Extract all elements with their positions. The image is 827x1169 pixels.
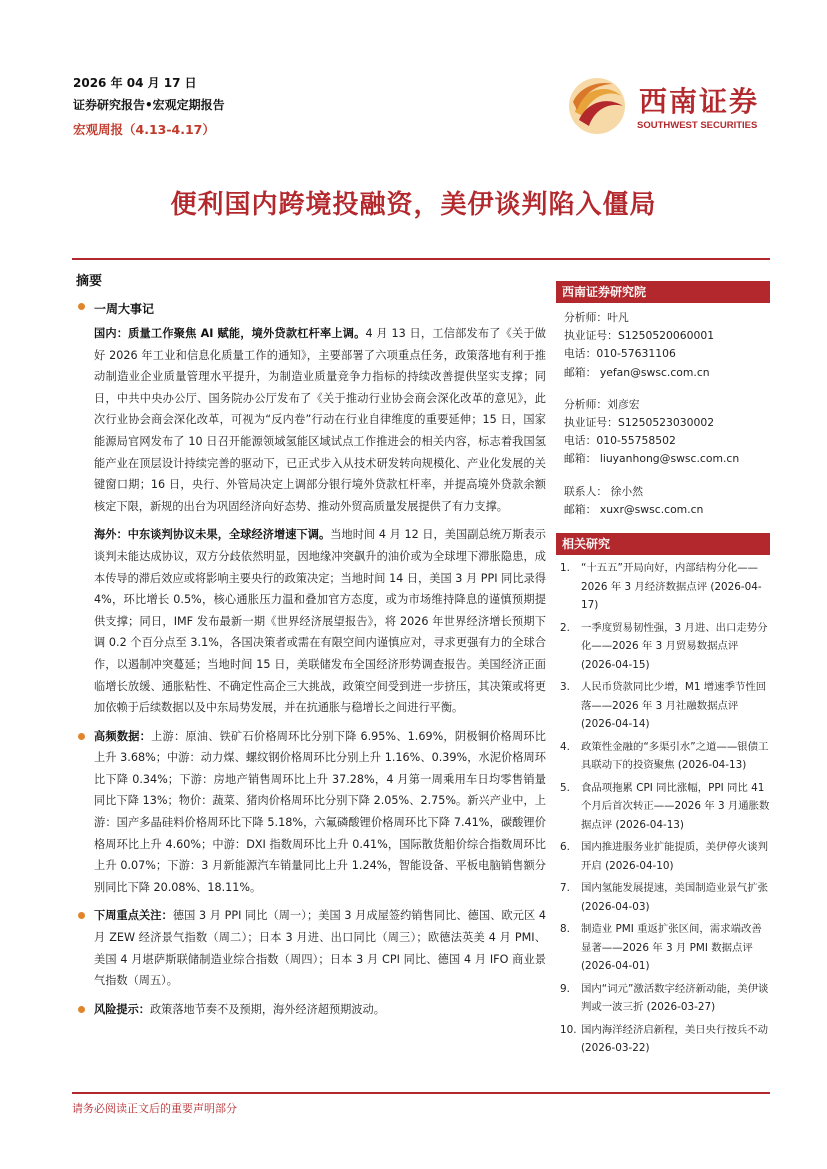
report-type: 证券研究报告•宏观定期报告: [73, 98, 225, 112]
related-item[interactable]: 7. 国内氢能发展提速，美国制造业景气扩张 (2026-04-03): [560, 882, 769, 913]
related-item[interactable]: 6. 国内推进服务业扩能提质，美伊停火谈判开启 (2026-04-10): [560, 841, 769, 872]
paragraph-next-week: [72, 905, 546, 991]
section-weekly-events: [72, 300, 546, 317]
bullet-icon: [78, 1006, 85, 1013]
overseas-lead: 海外：中东谈判协议未果，全球经济增速下调。: [94, 528, 331, 542]
disclaimer-note: 请务必阅读正文后的重要声明部分: [72, 1102, 237, 1115]
analyst-info: [556, 309, 770, 519]
domestic-body: 4 月 13 日，工信部发布了《关于做好 2026 年工业和信息化质量工作的通知》，主要部署了六项重点任务，政策落地有利于推动制造业企业质量管理水平提升，为制造业质量竞争力指标的持续改善提供坚实支撑；同日，中共中央办公厅、国务院办公厅发布了《关于推动行业协会商会深化改革的意见》，此次行业协会商会深化改革，可视为“反内卷”行动在行业自律维度的重要延伸；15 日，国家能源局官网发布了 10 日召开能源领域氢能区域试点工作推进会的相关内容，标志着我国氢能产业在顶层设计持续完善的驱动下，已正式步入从技术研发转向规模化、产业化发展的关键窗口期；16 日，央行、外管局决定上调部分银行境外贷款杠杆率，并提高境外贷款余额核定下限，新规的出台为巩固经济向好态势、推动外贸高质量发展提供了有力支撑。: [94, 327, 546, 513]
paragraph-overseas: [72, 524, 546, 718]
footer-divider: [72, 1092, 770, 1094]
logo-name-cn: 西南证券: [639, 85, 760, 118]
related-item[interactable]: 10. 国内海洋经济启新程，美日央行按兵不动 (2026-03-22): [560, 1023, 769, 1055]
related-item[interactable]: 9. 国内“词元”激活数字经济新动能，美伊谈判或一波三折 (2026-03-27): [560, 982, 769, 1014]
related-research-title: 相关研究: [556, 533, 770, 555]
report-date: 2026 年 04 月 17 日: [73, 76, 197, 90]
analyst-email: 邮箱： liuyanhong@swsc.com.cn: [564, 452, 740, 466]
logo-name-en: SOUTHWEST SECURITIES: [637, 120, 758, 131]
hf-lead: 高频数据：: [94, 729, 152, 743]
abstract-column: [72, 270, 546, 1020]
related-research-list: [556, 559, 770, 1058]
related-item[interactable]: 8. 制造业 PMI 重返扩张区间，需求端改善显著——2026 年 3 月 PMI 数据点评 (2026-04-01): [560, 923, 762, 973]
contact-name: 联系人： 徐小然: [564, 484, 644, 498]
report-series: 宏观周报（4.13-4.17）: [73, 122, 215, 137]
analyst-phone: 电话：010-55758502: [564, 434, 676, 448]
hf-body: 上游：原油、铁矿石价格周环比分别下降 6.95%、1.69%，阴极铜价格周环比上升 3.68%；中游：动力煤、螺纹钢价格周环比分别上升 1.16%、0.39%，水泥价格周环比下降 0.34%；下游：房地产销售周环比上升 37.28%，4 月第一周乘用车日均零售销量同比下降 13%；物价：蔬菜、猪肉价格周环比分别下降 2.05%、2.75%。新兴产业中，上游：国产多晶硅料价格周环比下降 5.18%，六氟磷酸锂价格周环比下降 7.41%，碳酸锂价格周环比上升 4.60%；中游：DXI 指数周环比上升 0.41%，国际散货船价综合指数周环比上升 0.07%；下游：3 月新能源汽车销量同比上升 1.24%，智能设备、平板电脑销售额分别同比下降 20.08%、18.11%。: [94, 729, 546, 894]
section-weekly-events-title: 一周大事记: [94, 302, 155, 316]
logo-emblem-icon: [567, 76, 627, 136]
bullet-icon: [78, 733, 85, 740]
paragraph-risk: [72, 999, 546, 1021]
analyst-email: 邮箱： yefan@swsc.com.cn: [564, 365, 710, 379]
domestic-lead: 国内：质量工作聚焦 AI 赋能，境外贷款杠杆率上调。: [94, 327, 366, 340]
abstract-heading: 摘要: [76, 274, 103, 289]
analyst-phone: 电话：010-57631106: [564, 347, 676, 361]
related-item[interactable]: 5. 食品项拖累 CPI 同比涨幅，PPI 同比 41 个月后首次转正——2026 年 3 月通胀数据点评 (2026-04-13): [560, 781, 770, 831]
related-item[interactable]: 2. 一季度贸易韧性强，3 月进、出口走势分化——2026 年 3 月贸易数据点评 (2026-04-15): [560, 621, 768, 671]
analyst-cert: 执业证号：S1250520060001: [564, 329, 715, 343]
risk-body: 政策落地节奏不及预期，海外经济超预期波动。: [149, 1002, 385, 1016]
header-divider: [72, 258, 770, 260]
related-item[interactable]: 3. 人民币贷款同比少增，M1 增速季节性回落——2026 年 3 月社融数据点评 (2026-04-14): [560, 681, 767, 731]
overseas-body: 当地时间 4 月 12 日，美国副总统万斯表示谈判未能达成协议，双方分歧依然明显，因地缘冲突飙升的油价或为全球埋下滞胀隐患，成本传导的滞后效应或将影响主要央行的政策决定；当地时间 14 日，美国 3 月 PPI 同比录得 4%，环比增长 0.5%，核心通胀压力温和叠加官方态度，或为市场维持降息的谨慎预期提供支撑；同日，IMF 发布最新一期《世界经济展望报告》，将 2026 年世界经济增长预期下调 0.2 个百分点至 3.1%，各国决策者或需在有限空间内谨慎应对，寻求更强有力的全球合作，以遏制冲突蔓延；当地时间 15 日，美联储发布全国经济形势调查报告。美国经济正面临增长放缓、通胀粘性、不确定性高企三大挑战，政策空间受到进一步挤压，其决策或将更加依赖于后续数据以及中东局势发展，并在抗通胀与稳增长之间进行平衡。: [94, 528, 546, 715]
related-item[interactable]: 1. “十五五”开局向好，内部结构分化——2026 年 3 月经济数据点评 (2026-04-17): [560, 562, 762, 612]
risk-lead: 风险提示：: [94, 1002, 150, 1016]
next-lead: 下周重点关注：: [94, 909, 173, 923]
bullet-icon: [78, 303, 85, 310]
company-logo: [563, 74, 773, 138]
analyst-cert: 执业证号：S1250523030002: [564, 416, 715, 430]
bullet-icon: [78, 912, 85, 919]
paragraph-domestic: [72, 323, 546, 517]
institute-title: 西南证券研究院: [556, 281, 770, 303]
contact-email: 邮箱： xuxr@swsc.com.cn: [564, 502, 704, 516]
analyst-name: 分析师：刘彦宏: [564, 397, 640, 411]
next-body: 德国 3 月 PPI 同比（周一）；美国 3 月成屋签约销售同比、德国、欧元区 4 月 ZEW 经济景气指数（周二）；日本 3 月进、出口同比（周三）；欧德法英美 4 月 PMI、美国 4 月堪萨斯联储制造业综合指数（周四）；日本 3 月 CPI 同比、德国 4 月 IFO 商业景气指数（周五）。: [94, 909, 546, 988]
sidebar: [556, 281, 770, 1062]
paragraph-high-frequency: [72, 726, 546, 899]
related-item[interactable]: 4. 政策性金融的“多渠引水”之道——银债工具联动下的投资聚焦 (2026-04-13): [560, 740, 769, 772]
report-title: 便利国内跨境投融资，美伊谈判陷入僵局: [170, 190, 657, 220]
analyst-name: 分析师：叶凡: [564, 311, 629, 324]
